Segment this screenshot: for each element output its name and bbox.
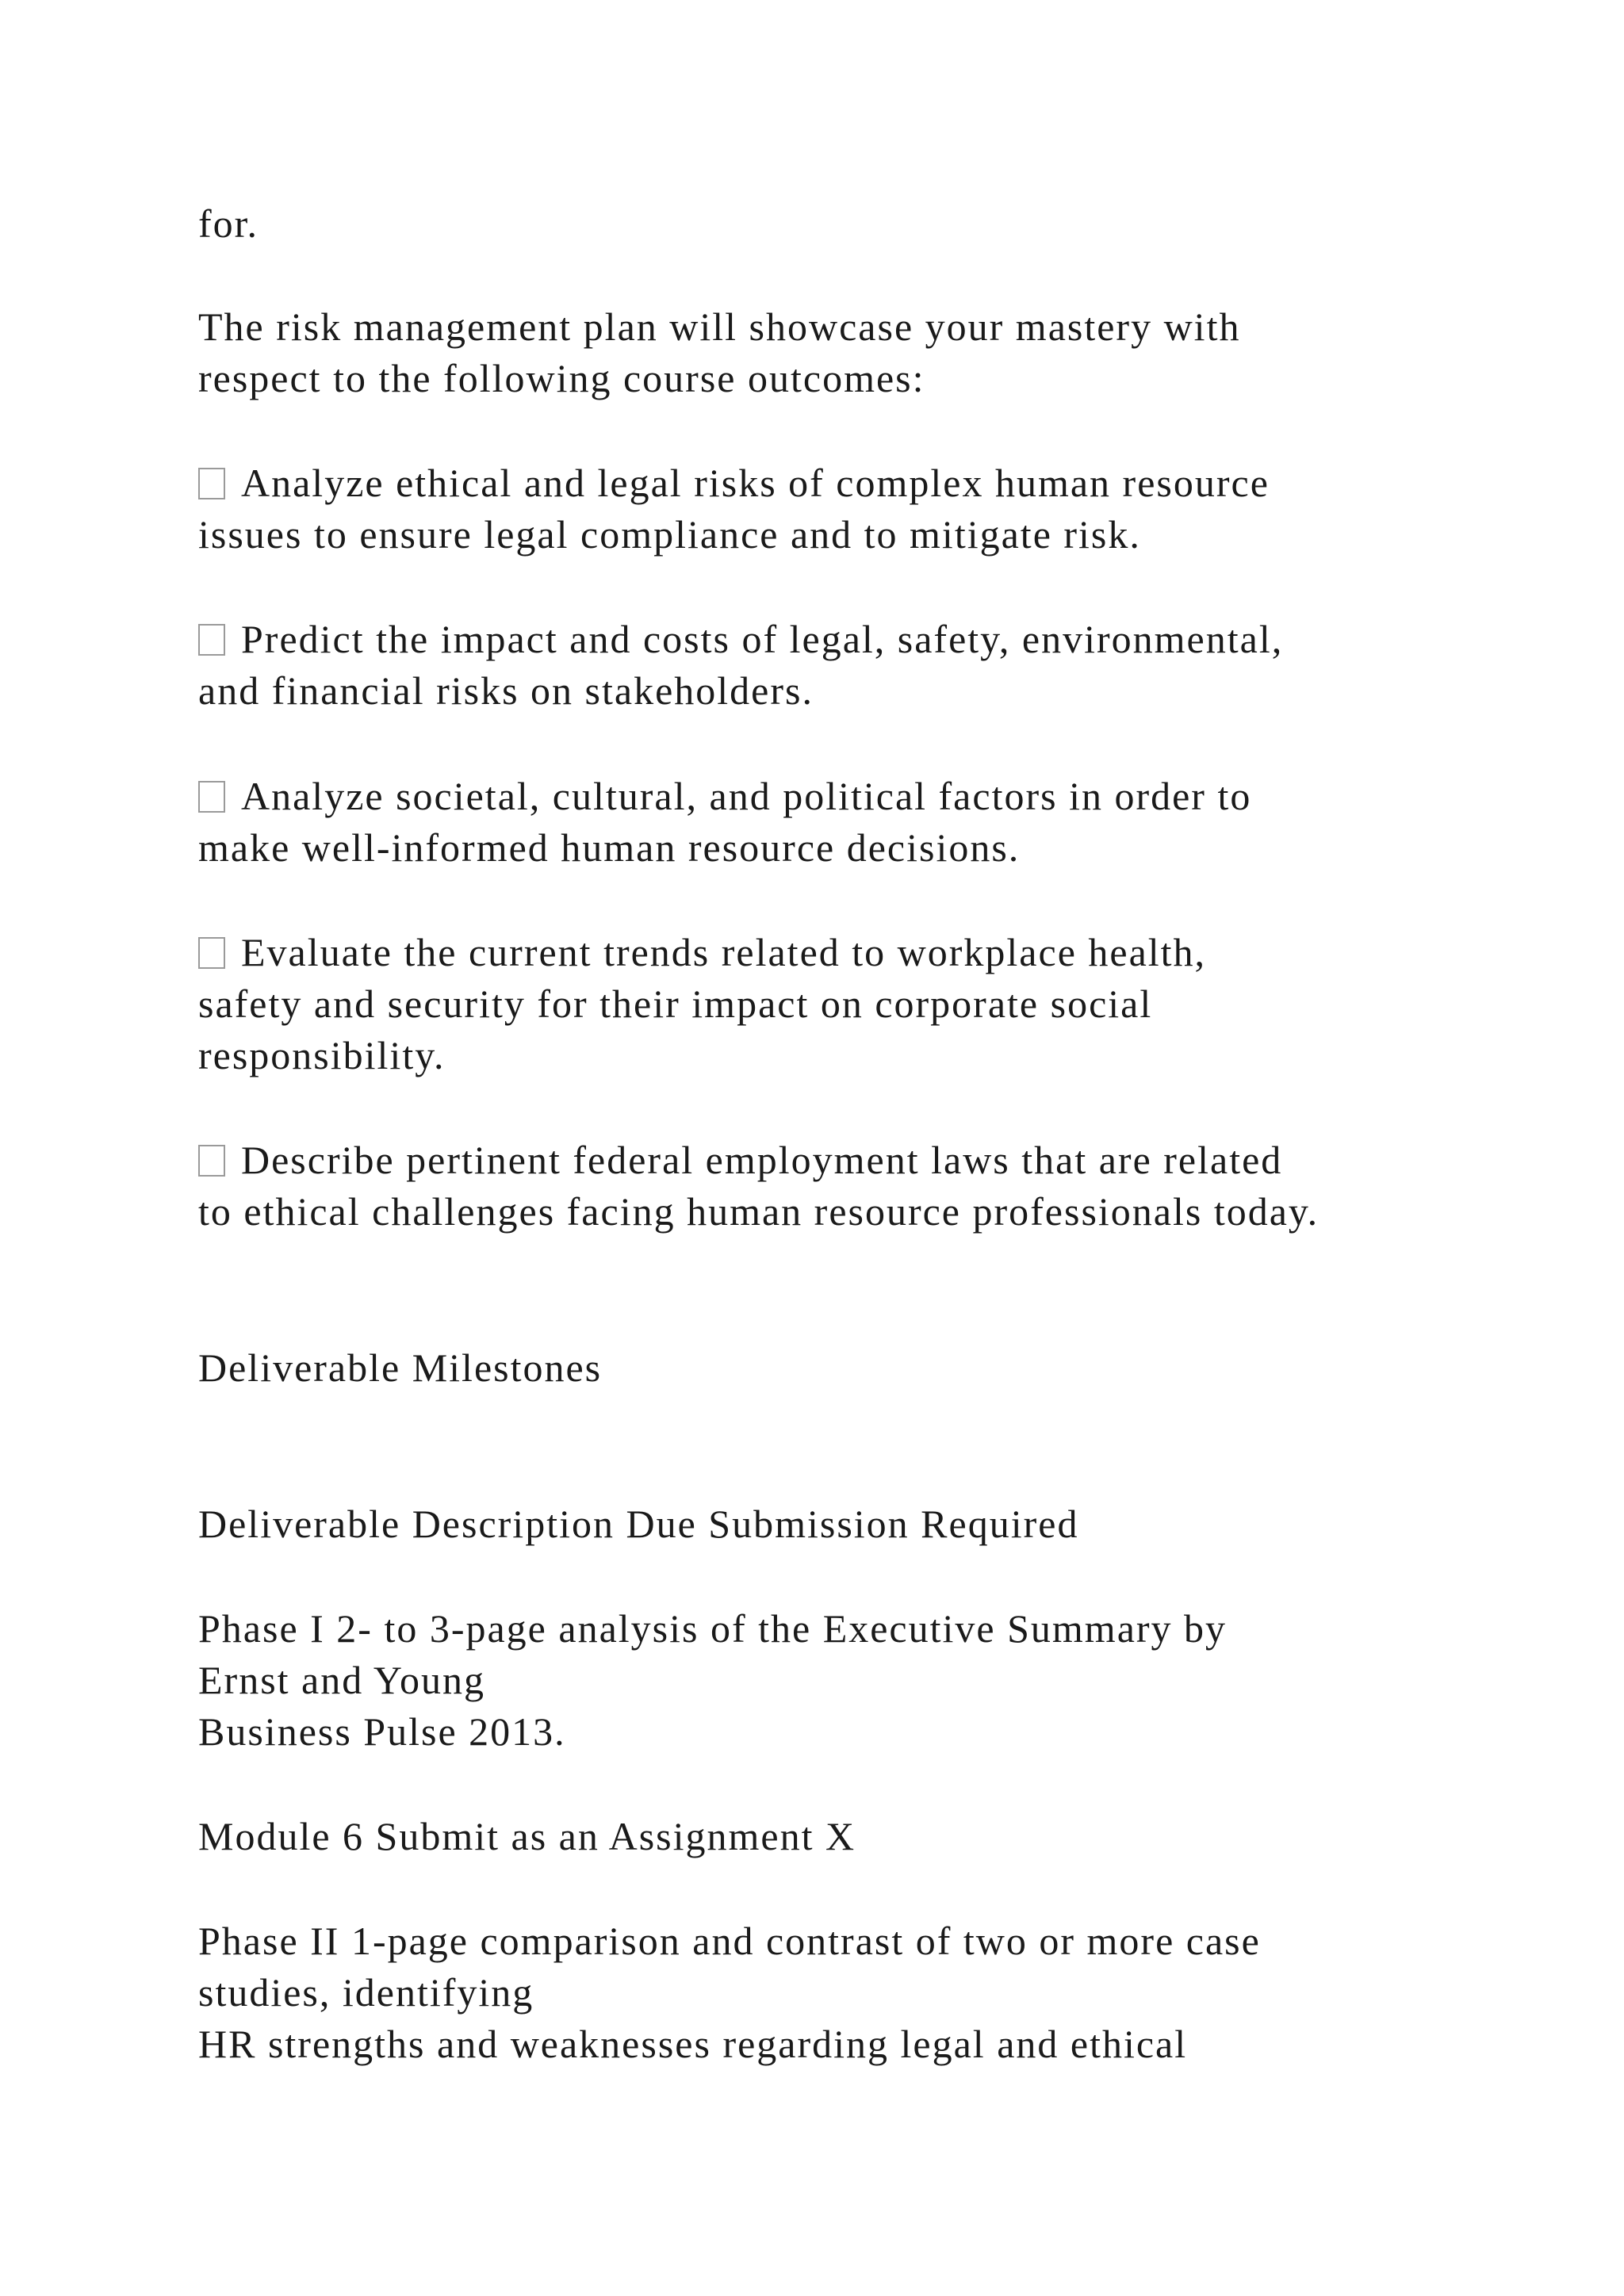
text-line: Module 6 Submit as an Assignment X bbox=[198, 1814, 856, 1858]
bullet-item-3 bbox=[198, 771, 1251, 822]
bullet-text: Analyze societal, cultural, and political factors in order to bbox=[241, 774, 1252, 818]
text-line: Business Pulse 2013. bbox=[198, 1709, 566, 1754]
text-line: The risk management plan will showcase your mastery with bbox=[198, 304, 1241, 349]
bullet-item-1 bbox=[198, 457, 1270, 509]
bullet-text: Evaluate the current trends related to workplace health, bbox=[241, 930, 1207, 974]
text-line: respect to the following course outcomes: bbox=[198, 356, 925, 400]
bullet-box-icon bbox=[198, 937, 225, 969]
bullet-box-icon bbox=[198, 624, 225, 656]
text-line: responsibility. bbox=[198, 1033, 446, 1077]
text-line: HR strengths and weaknesses regarding legal and ethical bbox=[198, 2022, 1188, 2066]
bullet-text: Predict the impact and costs of legal, safety, environmental, bbox=[241, 617, 1284, 661]
section-heading: Deliverable Milestones bbox=[198, 1345, 603, 1390]
text-line: safety and security for their impact on corporate social bbox=[198, 982, 1153, 1026]
bullet-text: Describe pertinent federal employment laws that are related bbox=[241, 1138, 1283, 1182]
text-line: to ethical challenges facing human resource professionals today. bbox=[198, 1189, 1320, 1234]
text-line: for. bbox=[198, 201, 259, 246]
bullet-box-icon bbox=[198, 468, 225, 499]
text-line: issues to ensure legal compliance and to mitigate risk. bbox=[198, 512, 1141, 557]
bullet-item-5 bbox=[198, 1135, 1282, 1186]
bullet-box-icon bbox=[198, 1145, 225, 1177]
text-line: Phase I 2- to 3-page analysis of the Executive Summary by bbox=[198, 1606, 1228, 1651]
bullet-box-icon bbox=[198, 781, 225, 813]
text-line: make well-informed human resource decisions. bbox=[198, 825, 1021, 870]
text-line: studies, identifying bbox=[198, 1970, 534, 2015]
text-line: Phase II 1-page comparison and contrast of two or more case bbox=[198, 1919, 1261, 1963]
text-line: and financial risks on stakeholders. bbox=[198, 668, 814, 713]
bullet-item-2 bbox=[198, 614, 1283, 665]
bullet-item-4 bbox=[198, 927, 1206, 978]
table-header-line: Deliverable Description Due Submission Required bbox=[198, 1502, 1079, 1546]
bullet-text: Analyze ethical and legal risks of complex human resource bbox=[241, 461, 1270, 505]
text-line: Ernst and Young bbox=[198, 1658, 485, 1702]
